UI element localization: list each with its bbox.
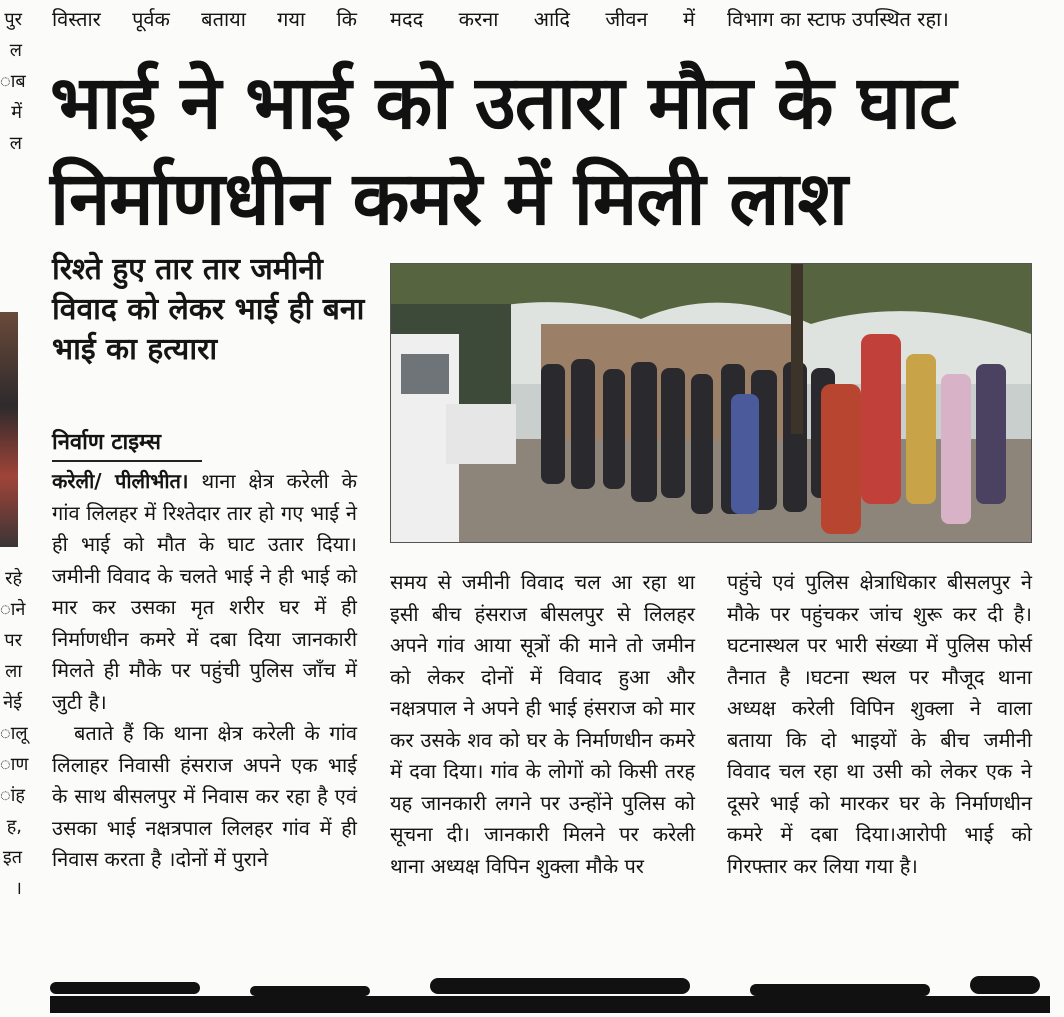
left-edge-fragment-top — [0, 4, 26, 159]
edge-fragment: ाब — [0, 71, 26, 92]
article-text: थाना क्षेत्र करेली के गांव लिलहर में रिश्तेदार तार हो गए भाई ने ही भाई को मौत के घाट उतार दिया। जमीनी विवाद के चलते भाई ने ही भाई को मार कर उसका मृत शरीर घर में ही निर्माणधीन कमरे में दबा दिया जानकारी मिलते ही मौके पर पहुंची पुलिस जाँच में जुटी है। — [52, 469, 357, 714]
next-headline-cropped — [50, 968, 1050, 1013]
article-paragraph-1 — [52, 466, 357, 718]
article-paragraph-2: बताते हैं कि थाना क्षेत्र करेली के गांव लिलाहर निवासी हंसराज अपने एक भाई के साथ बीसलपुर में निवास कर रहा है एवं उसका भाई नक्षत्रपाल लिलहर गांव में ही निवास करता है ।दोनों में पुराने — [52, 721, 357, 871]
article-paragraph-4: पहुंचे एवं पुलिस क्षेत्राधिकार बीसलपुर ने मौके पर पहुंचकर जांच शुरू कर दी है। घटनास्थल पर भारी संख्या में पुलिस फोर्स तैनात है ।घटना स्थल पर मौजूद थाना अध्यक्ष करेली विपिन शुक्ला ने वाला बताया कि दो भाइयों के बीच जमीनी विवाद चल रहा था उसी को लेकर एक ने दूसरे भाई को मारकर घर के निर्माणधीन कमरे में दबा दिया।आरोपी भाई को गिरफ्तार कर लिया गया है। — [727, 570, 1032, 878]
prev-article-col1: विस्तार पूर्वक बताया गया कि — [52, 7, 357, 31]
left-edge-photo — [0, 312, 18, 547]
dateline: करेली/ पीलीभीत। — [52, 469, 189, 493]
headline-line-1: भाई ने भाई को उतारा मौत के घाट — [50, 60, 956, 146]
article-paragraph-3: समय से जमीनी विवाद चल आ रहा था इसी बीच हंसराज बीसलपुर से लिलहर अपने गांव आया सूत्रों की माने तो जमीन को लेकर दोनों में विवाद हुआ और नक्षत्रपाल ने अपने ही भाई हंसराज को मार कर उसके शव को घर के निर्माणधीन कमरे में दवा दिया। गांव के लोगों को किसी तरह यह जानकारी लगने पर उन्होंने पुलिस को सूचना दी। जानकारी मिलने पर करेली थाना अध्यक्ष विपिन शुक्ला मौके पर — [390, 570, 695, 878]
prev-article-col2: मदद करना आदि जीवन में — [390, 7, 695, 31]
edge-fragment: ला — [5, 661, 22, 682]
headline-line-2: निर्माणधीन कमरे में मिली लाश — [50, 156, 847, 242]
edge-fragment: ाने — [0, 599, 26, 620]
edge-fragment: रहे — [5, 568, 22, 589]
article-column-1 — [52, 466, 357, 876]
prev-article-col3: विभाग का स्टाफ उपस्थित रहा। — [727, 7, 949, 31]
subheadline: रिश्ते हुए तार तार जमीनी विवाद को लेकर भाई ही बना भाई का हत्यारा — [52, 252, 365, 367]
edge-fragment: । — [15, 878, 22, 899]
byline: निर्वाण टाइम्स — [52, 428, 202, 462]
article-column-3 — [727, 567, 1032, 882]
edge-fragment: ह, — [6, 816, 22, 837]
news-photo — [390, 263, 1032, 543]
edge-fragment: नेई — [3, 692, 22, 713]
edge-fragment: ल — [9, 40, 22, 61]
edge-fragment: पर — [4, 630, 22, 651]
edge-fragment: ालू — [0, 723, 28, 744]
article-column-2 — [390, 567, 695, 882]
edge-fragment: इत — [2, 847, 22, 868]
edge-fragment: ाण — [0, 754, 29, 775]
edge-fragment: में — [11, 102, 22, 123]
crowd-photo-icon — [391, 264, 1031, 542]
edge-fragment: ल — [9, 133, 22, 154]
left-edge-fragment-bottom — [0, 563, 29, 904]
edge-fragment: ांह — [0, 785, 25, 806]
edge-fragment: पुर — [4, 9, 22, 30]
